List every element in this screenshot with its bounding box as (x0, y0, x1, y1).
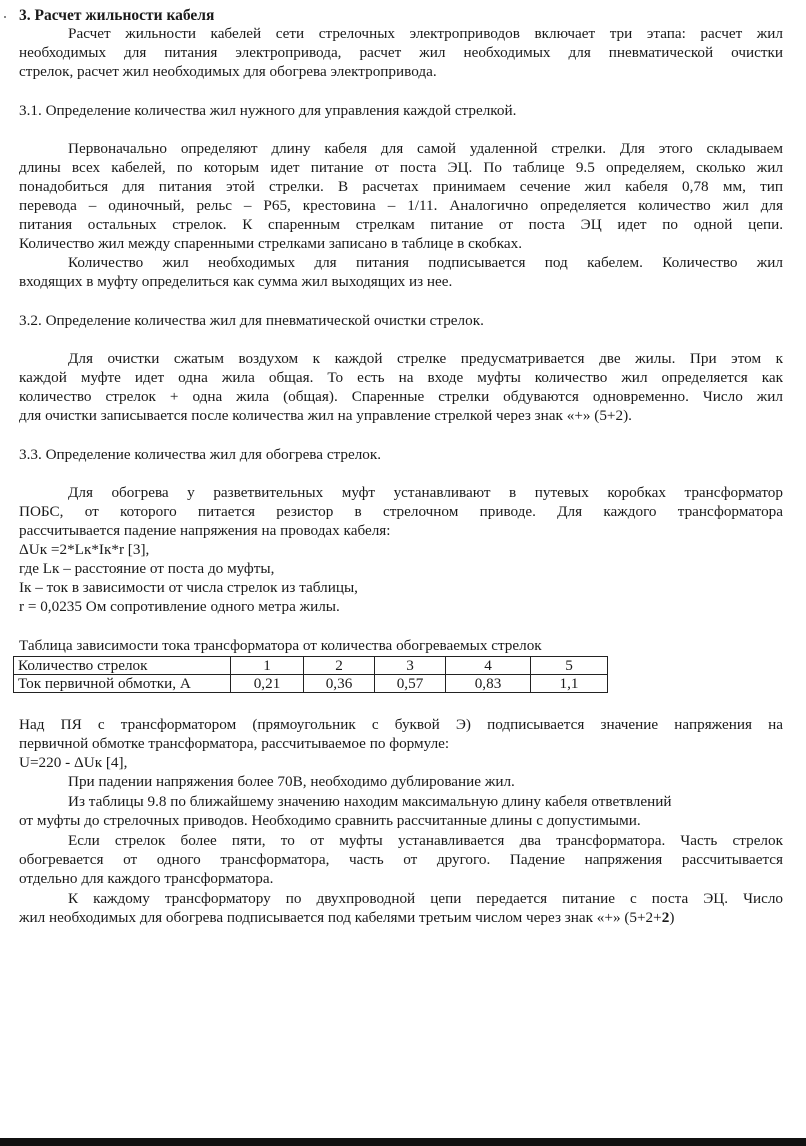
heading-3-2: 3.2. Определение количества жил для пневматической очистки стрелок. (19, 312, 484, 329)
s33-p6-text: жил необходимых для обогрева подписывается под кабелями третьим числом через знак «+» (5+2+ (19, 909, 662, 926)
where-line-2: Iк – ток в зависимости от числа стрелок из таблицы, (19, 579, 358, 596)
s33-p2-line-1: Над ПЯ с трансформатором (прямоугольник с буквой Э) подписывается значение напряжения на (19, 716, 783, 733)
current-table (13, 656, 608, 693)
heading-3-3: 3.3. Определение количества жил для обогрева стрелок. (19, 446, 382, 463)
table-row-label: Количество стрелок (14, 657, 231, 675)
table-cell: 1 (231, 657, 304, 675)
table-cell: 4 (446, 657, 531, 675)
s31-p2-line-2: входящих в муфту определиться как сумма жил выходящих из нее. (19, 273, 453, 290)
scan-speck (4, 16, 6, 18)
table-cell: 1,1 (531, 675, 608, 693)
s32-p1-line-4: для очистки записывается после количества жил на управление стрелкой через знак «+» (5+2). (19, 407, 632, 424)
table-cell: 0,36 (304, 675, 375, 693)
s33-p4-line-2: от муфты до стрелочных приводов. Необходимо сравнить рассчитанные длины с допустимыми. (19, 812, 641, 829)
s31-p1-line-6: Количество жил между спаренными стрелками записано в таблице в скобках. (19, 235, 523, 252)
table-row-label: Ток первичной обмотки, А (14, 675, 231, 693)
s33-p1-line-2: ПОБС, от которого питается резистор в стрелочном приводе. Для каждого трансформатора (19, 503, 783, 520)
s33-p5-line-2: обогревается от одного трансформатора, часть от другого. Падение напряжения рассчитывается (19, 851, 783, 868)
s33-p5-line-1: Если стрелок более пяти, то от муфты устанавливается два трансформатора. Часть стрелок (68, 832, 783, 849)
table-cell: 2 (304, 657, 375, 675)
s31-p1-line-3: понадобиться для питания этой стрелки. В расчетах принимаем сечение жил кабеля 0,78 мм, тип (19, 178, 783, 195)
s31-p1-line-4: перевода – одиночный, рельс – Р65, крестовина – 1/11. Аналогично определяется количество жил для (19, 197, 783, 214)
table-cell: 0,83 (446, 675, 531, 693)
s33-p6-line-1: К каждому трансформатору по двухпроводной цепи передается питание с поста ЭЦ. Число (68, 890, 783, 907)
formula-3: ΔUк =2*Lк*Iк*r [3], (19, 541, 150, 558)
where-line-3: r = 0,0235 Ом сопротивление одного метра жилы. (19, 598, 340, 615)
s33-p2-line-2: первичной обмотке трансформатора, рассчитываемое по формуле: (19, 735, 450, 752)
intro-line-1: Расчет жильности кабелей сети стрелочных электроприводов включает три этапа: расчет жил (68, 25, 783, 42)
s33-p1-line-3: рассчитывается падение напряжения на проводах кабеля: (19, 522, 391, 539)
s33-p6-close: ) (669, 909, 675, 926)
s31-p1-line-2: длины всех кабелей, по которым идет питание от поста ЭЦ. По таблице 9.5 определяем, сколько жил (19, 159, 783, 176)
s32-p1-line-3: количество стрелок + одна жила (общая). Спаренные стрелки обдуваются одновременно. Число жил (19, 388, 783, 405)
s31-p1-line-5: питания остальных стрелок. К спаренным стрелкам питание от поста ЭЦ идет по одной цепи. (19, 216, 783, 233)
heading-3-1: 3.1. Определение количества жил нужного для управления каждой стрелкой. (19, 102, 517, 119)
s33-p1-line-1: Для обогрева у разветвительных муфт устанавливают в путевых коробках трансформатор (68, 484, 783, 501)
section-title: 3. Расчет жильности кабеля (19, 7, 215, 24)
intro-line-3: стрелок, расчет жил необходимых для обогрева электропривода. (19, 63, 437, 80)
s33-p6-line-2 (19, 908, 674, 927)
table-cell: 0,57 (375, 675, 446, 693)
s33-p4-line-1: Из таблицы 9.8 по ближайшему значению находим максимальную длину кабеля ответвлений (68, 793, 672, 810)
intro-line-2: необходимых для питания электропривода, расчет жил необходимых для пневматической очистки (19, 44, 783, 61)
table-cell: 5 (531, 657, 608, 675)
s33-p3: При падении напряжения более 70В, необходимо дублирование жил. (68, 773, 515, 790)
where-line-1: где Lк – расстояние от поста до муфты, (19, 560, 275, 577)
s33-p6-bold: 2 (661, 909, 670, 926)
scan-bottom-edge (0, 1138, 806, 1146)
table-caption: Таблица зависимости тока трансформатора от количества обогреваемых стрелок (19, 637, 542, 654)
table-row (14, 675, 608, 693)
formula-4: U=220 - ΔUк [4], (19, 754, 128, 771)
s32-p1-line-2: каждой муфте идет одна жила общая. То есть на входе муфты количество жил определяется как (19, 369, 783, 386)
s31-p1-line-1: Первоначально определяют длину кабеля для самой удаленной стрелки. Для этого складываем (68, 140, 783, 157)
s32-p1-line-1: Для очистки сжатым воздухом к каждой стрелке предусматривается две жилы. При этом к (68, 350, 783, 367)
table-cell: 0,21 (231, 675, 304, 693)
table-row (14, 657, 608, 675)
table-cell: 3 (375, 657, 446, 675)
s31-p2-line-1: Количество жил необходимых для питания подписывается под кабелем. Количество жил (68, 254, 783, 271)
s33-p5-line-3: отдельно для каждого трансформатора. (19, 870, 274, 887)
